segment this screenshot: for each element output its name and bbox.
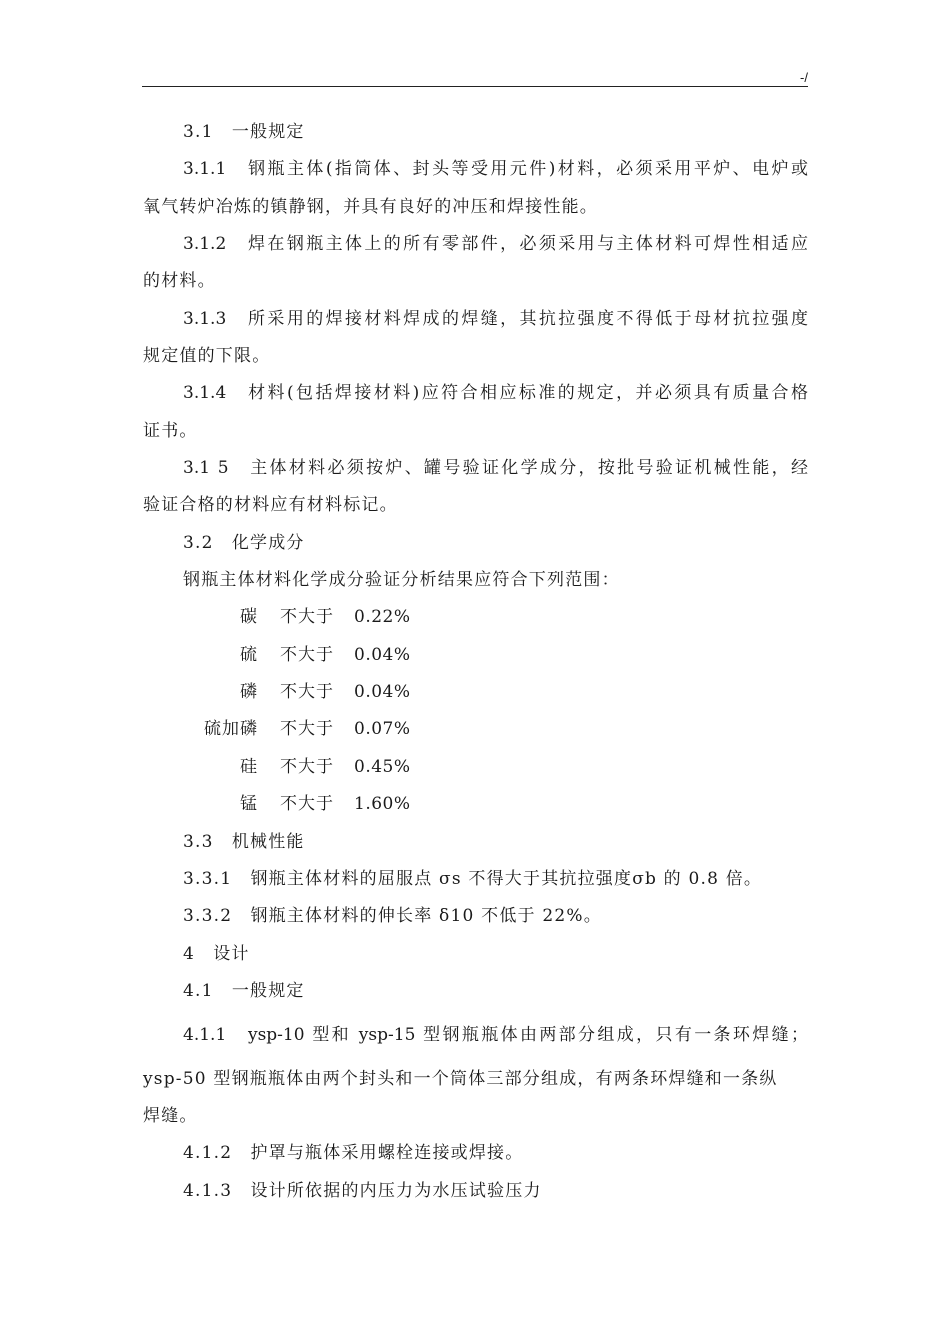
para-4-1-1-line3: 焊缝。 xyxy=(143,1106,198,1126)
para-4-1-3: 4.1.3 设计所依据的内压力为水压试验压力 xyxy=(183,1181,542,1201)
para-4-1-1-line1: 4.1.1 ysp-10 型和 ysp-15 型钢瓶瓶体由两部分组成，只有一条环焊缝； xyxy=(183,1025,808,1045)
element-name: 磷 xyxy=(240,682,258,702)
element-value: 0.04% xyxy=(354,682,411,702)
header-rule xyxy=(142,86,808,87)
para-4-1-2: 4.1.2 护罩与瓶体采用螺栓连接或焊接。 xyxy=(183,1143,524,1163)
element-name: 硫 xyxy=(240,645,258,665)
para-3-1-4-line1: 3.1.4 材料(包括焊接材料)应符合相应标准的规定，并必须具有质量合格 xyxy=(183,383,808,403)
para-3-3-2: 3.3.2 钢瓶主体材料的伸长率 δ10 不低于 22%。 xyxy=(183,906,602,926)
element-name: 碳 xyxy=(240,607,258,627)
element-name: 锰 xyxy=(240,794,258,814)
para-4-1-1-line2: ysp-50 型钢瓶瓶体由两个封头和一个筒体三部分组成，有两条环焊缝和一条纵 xyxy=(143,1069,778,1089)
element-condition: 不大于 xyxy=(280,794,334,814)
para-3-1-2-line2: 的材料。 xyxy=(143,271,216,291)
section-3-3-heading: 3.3 机械性能 xyxy=(183,832,305,852)
para-3-1-3-line1: 3.1.3 所采用的焊接材料焊成的焊缝，其抗拉强度不得低于母材抗拉强度 xyxy=(183,309,808,329)
element-condition: 不大于 xyxy=(280,719,334,739)
section-3-1-heading: 3.1 一般规定 xyxy=(183,122,305,142)
element-name: 硫加磷 xyxy=(204,719,258,739)
element-condition: 不大于 xyxy=(280,757,334,777)
element-condition: 不大于 xyxy=(280,607,334,627)
para-3-3-1: 3.3.1 钢瓶主体材料的屈服点 σs 不得大于其抗拉强度σb 的 0.8 倍。 xyxy=(183,869,763,889)
element-value: 0.07% xyxy=(354,719,411,739)
element-value: 0.45% xyxy=(354,757,411,777)
para-3-1-5-line1: 3.1 5 主体材料必须按炉、罐号验证化学成分，按批号验证机械性能，经 xyxy=(183,458,808,478)
element-name: 硅 xyxy=(240,757,258,777)
element-value: 0.22% xyxy=(354,607,411,627)
para-3-1-2-line1: 3.1.2 焊在钢瓶主体上的所有零部件，必须采用与主体材料可焊性相适应 xyxy=(183,234,808,254)
composition-intro: 钢瓶主体材料化学成分验证分析结果应符合下列范围： xyxy=(183,570,620,590)
para-3-1-5-line2: 验证合格的材料应有材料标记。 xyxy=(143,495,398,515)
para-3-1-1-line1: 3.1.1 钢瓶主体(指筒体、封头等受用元件)材料，必须采用平炉、电炉或 xyxy=(183,159,808,179)
page-header-mark: -/ xyxy=(800,70,808,85)
element-condition: 不大于 xyxy=(280,645,334,665)
element-value: 0.04% xyxy=(354,645,411,665)
para-3-1-1-line2: 氧气转炉冶炼的镇静钢，并具有良好的冲压和焊接性能。 xyxy=(143,197,598,217)
section-4-1-heading: 4.1 一般规定 xyxy=(183,981,305,1001)
para-3-1-3-line2: 规定值的下限。 xyxy=(143,346,271,366)
section-4-heading: 4 设计 xyxy=(183,944,250,964)
para-3-1-4-line2: 证书。 xyxy=(143,421,198,441)
section-3-2-heading: 3.2 化学成分 xyxy=(183,533,305,553)
element-condition: 不大于 xyxy=(280,682,334,702)
element-value: 1.60% xyxy=(354,794,411,814)
